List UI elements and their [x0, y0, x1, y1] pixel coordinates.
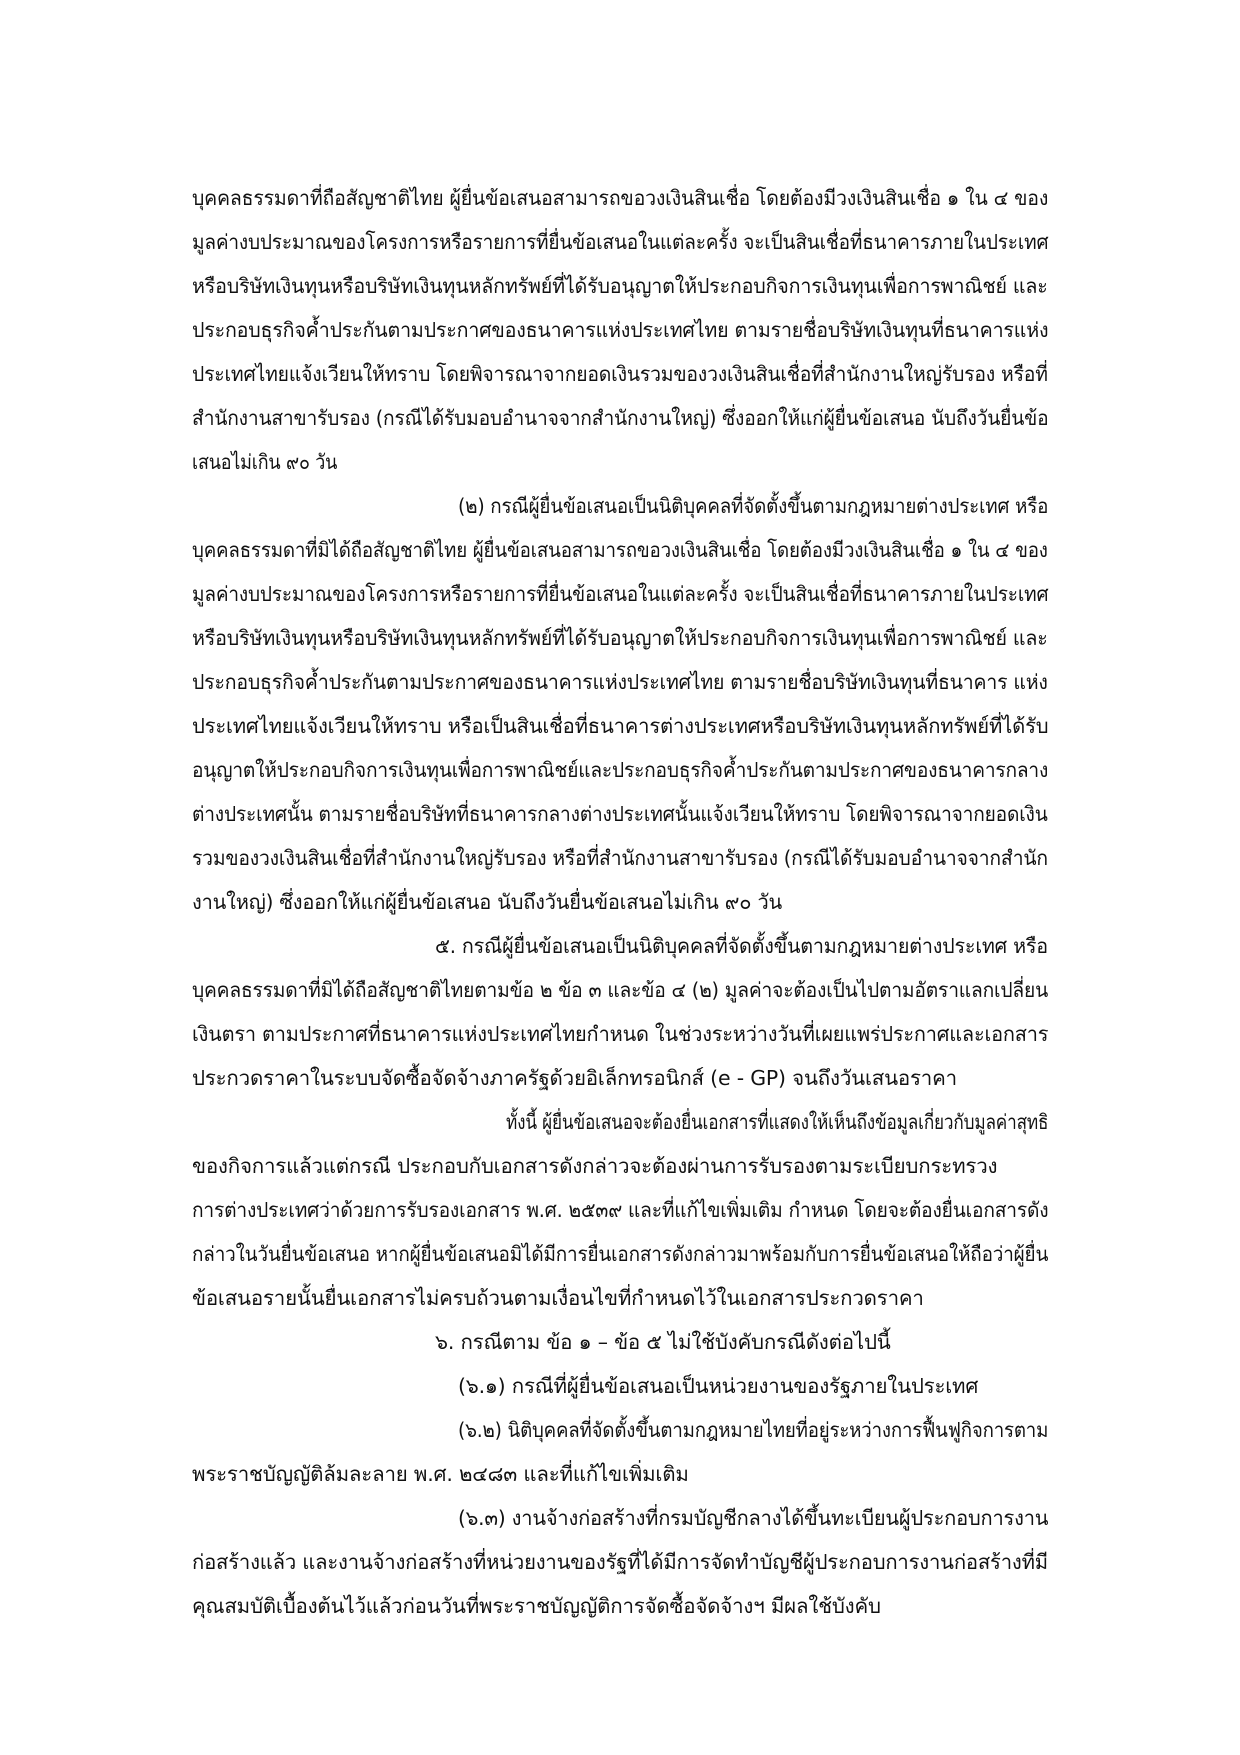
- text-line: (๖.๓) งานจ้างก่อสร้างที่กรมบัญชีกลางได้ขึ้นทะเบียนผู้ประกอบการงาน: [458, 1506, 1049, 1530]
- text-line: บุคคลธรรมดาที่มิได้ถือสัญชาติไทยตามข้อ ๒ ข้อ ๓ และข้อ ๔ (๒) มูลค่าจะต้องเป็นไปตามอัตราแลกเปลี่ยน: [192, 978, 1049, 1002]
- text-line: ของกิจการแล้วแต่กรณี ประกอบกับเอกสารดังกล่าวจะต้องผ่านการรับรองตามระเบียบกระทรวง: [192, 1154, 998, 1178]
- text-line: (๖.๑) กรณีที่ผู้ยื่นข้อเสนอเป็นหน่วยงานของรัฐภายในประเทศ: [458, 1374, 979, 1398]
- text-line: ประกอบธุรกิจค้ำประกันตามประกาศของธนาคารแห่งประเทศไทย ตามรายชื่อบริษัทเงินทุนที่ธนาคารแห่ง: [192, 318, 1049, 342]
- text-line: เสนอไม่เกิน ๙๐ วัน: [192, 450, 338, 474]
- text-line: กล่าวในวันยื่นข้อเสนอ หากผู้ยื่นข้อเสนอมิได้มีการยื่นเอกสารดังกล่าวมาพร้อมกับการยื่นข้อเสนอให้ถือว่าผู้ยื่น: [192, 1242, 1049, 1266]
- text-line: หรือบริษัทเงินทุนหรือบริษัทเงินทุนหลักทรัพย์ที่ได้รับอนุญาตให้ประกอบกิจการเงินทุนเพื่อการพาณิชย์ และ: [192, 274, 1048, 298]
- text-line: ๕. กรณีผู้ยื่นข้อเสนอเป็นนิติบุคคลที่จัดตั้งขึ้นตามกฎหมายต่างประเทศ หรือ: [435, 934, 1048, 958]
- text-line: ข้อเสนอรายนั้นยื่นเอกสารไม่ครบถ้วนตามเงื่อนไขที่กำหนดไว้ในเอกสารประกวดราคา: [192, 1286, 924, 1310]
- text-line: ประเทศไทยแจ้งเวียนให้ทราบ โดยพิจารณาจากยอดเงินรวมของวงเงินสินเชื่อที่สำนักงานใหญ่รับรอง หรือที่: [192, 362, 1048, 386]
- text-line: ประกวดราคาในระบบจัดซื้อจัดจ้างภาครัฐด้วยอิเล็กทรอนิกส์ (e - GP) จนถึงวันเสนอราคา: [192, 1066, 957, 1090]
- text-line: เงินตรา ตามประกาศที่ธนาคารแห่งประเทศไทยกำหนด ในช่วงระหว่างวันที่เผยแพร่ประกาศและเอกสาร: [192, 1022, 1049, 1046]
- text-line: (๒) กรณีผู้ยื่นข้อเสนอเป็นนิติบุคคลที่จัดตั้งขึ้นตามกฎหมายต่างประเทศ หรือ: [458, 494, 1049, 518]
- text-line: ประกอบธุรกิจค้ำประกันตามประกาศของธนาคารแห่งประเทศไทย ตามรายชื่อบริษัทเงินทุนที่ธนาคาร แห่ง: [192, 670, 1048, 694]
- text-line: ก่อสร้างแล้ว และงานจ้างก่อสร้างที่หน่วยงานของรัฐที่ได้มีการจัดทำบัญชีผู้ประกอบการงานก่อสร้างที่มี: [192, 1550, 1048, 1574]
- text-line: ประเทศไทยแจ้งเวียนให้ทราบ หรือเป็นสินเชื่อที่ธนาคารต่างประเทศหรือบริษัทเงินทุนหลักทรัพย์ที่ได้รับ: [192, 714, 1049, 738]
- text-line: อนุญาตให้ประกอบกิจการเงินทุนเพื่อการพาณิชย์และประกอบธุรกิจค้ำประกันตามประกาศของธนาคารกลาง: [192, 758, 1049, 782]
- text-line: การต่างประเทศว่าด้วยการรับรองเอกสาร พ.ศ. ๒๕๓๙ และที่แก้ไขเพิ่มเติม กำหนด โดยจะต้องยื่นเอกสารดัง: [192, 1198, 1049, 1222]
- text-line: รวมของวงเงินสินเชื่อที่สำนักงานใหญ่รับรอง หรือที่สำนักงานสาขารับรอง (กรณีได้รับมอบอำนาจจากสำนัก: [192, 846, 1048, 870]
- text-line: มูลค่างบประมาณของโครงการหรือรายการที่ยื่นข้อเสนอในแต่ละครั้ง จะเป็นสินเชื่อที่ธนาคารภายในประเทศ: [192, 582, 1049, 606]
- text-line: (๖.๒) นิติบุคคลที่จัดตั้งขึ้นตามกฎหมายไทยที่อยู่ระหว่างการฟื้นฟูกิจการตาม: [458, 1418, 1049, 1442]
- text-line: คุณสมบัติเบื้องต้นไว้แล้วก่อนวันที่พระราชบัญญัติการจัดซื้อจัดจ้างฯ มีผลใช้บังคับ: [192, 1594, 881, 1618]
- text-line: พระราชบัญญัติล้มละลาย พ.ศ. ๒๔๘๓ และที่แก้ไขเพิ่มเติม: [192, 1462, 689, 1486]
- text-line: ต่างประเทศนั้น ตามรายชื่อบริษัทที่ธนาคารกลางต่างประเทศนั้นแจ้งเวียนให้ทราบ โดยพิจารณาจากยอดเงิน: [192, 802, 1048, 826]
- text-line: มูลค่างบประมาณของโครงการหรือรายการที่ยื่นข้อเสนอในแต่ละครั้ง จะเป็นสินเชื่อที่ธนาคารภายในประเทศ: [192, 230, 1049, 254]
- text-line: บุคคลธรรมดาที่มิได้ถือสัญชาติไทย ผู้ยื่นข้อเสนอสามารถขอวงเงินสินเชื่อ โดยต้องมีวงเงินสินเชื่อ ๑ ใน ๔ ของ: [192, 538, 1048, 562]
- text-line: งานใหญ่) ซึ่งออกให้แก่ผู้ยื่นข้อเสนอ นับถึงวันยื่นข้อเสนอไม่เกิน ๙๐ วัน: [192, 890, 782, 914]
- text-line: ทั้งนี้ ผู้ยื่นข้อเสนอจะต้องยื่นเอกสารที่แสดงให้เห็นถึงข้อมูลเกี่ยวกับมูลค่าสุทธิ: [506, 1110, 1049, 1134]
- text-line: บุคคลธรรมดาที่ถือสัญชาติไทย ผู้ยื่นข้อเสนอสามารถขอวงเงินสินเชื่อ โดยต้องมีวงเงินสินเชื่อ ๑ ใน ๔ ของ: [192, 186, 1049, 210]
- text-line: ๖. กรณีตาม ข้อ ๑ – ข้อ ๕ ไม่ใช้บังคับกรณีดังต่อไปนี้: [435, 1330, 891, 1354]
- text-line: สำนักงานสาขารับรอง (กรณีได้รับมอบอำนาจจากสำนักงานใหญ่) ซึ่งออกให้แก่ผู้ยื่นข้อเสนอ นับถึงวันยื่นข้อ: [192, 406, 1049, 430]
- text-line: หรือบริษัทเงินทุนหรือบริษัทเงินทุนหลักทรัพย์ที่ได้รับอนุญาตให้ประกอบกิจการเงินทุนเพื่อการพาณิชย์ และ: [192, 626, 1048, 650]
